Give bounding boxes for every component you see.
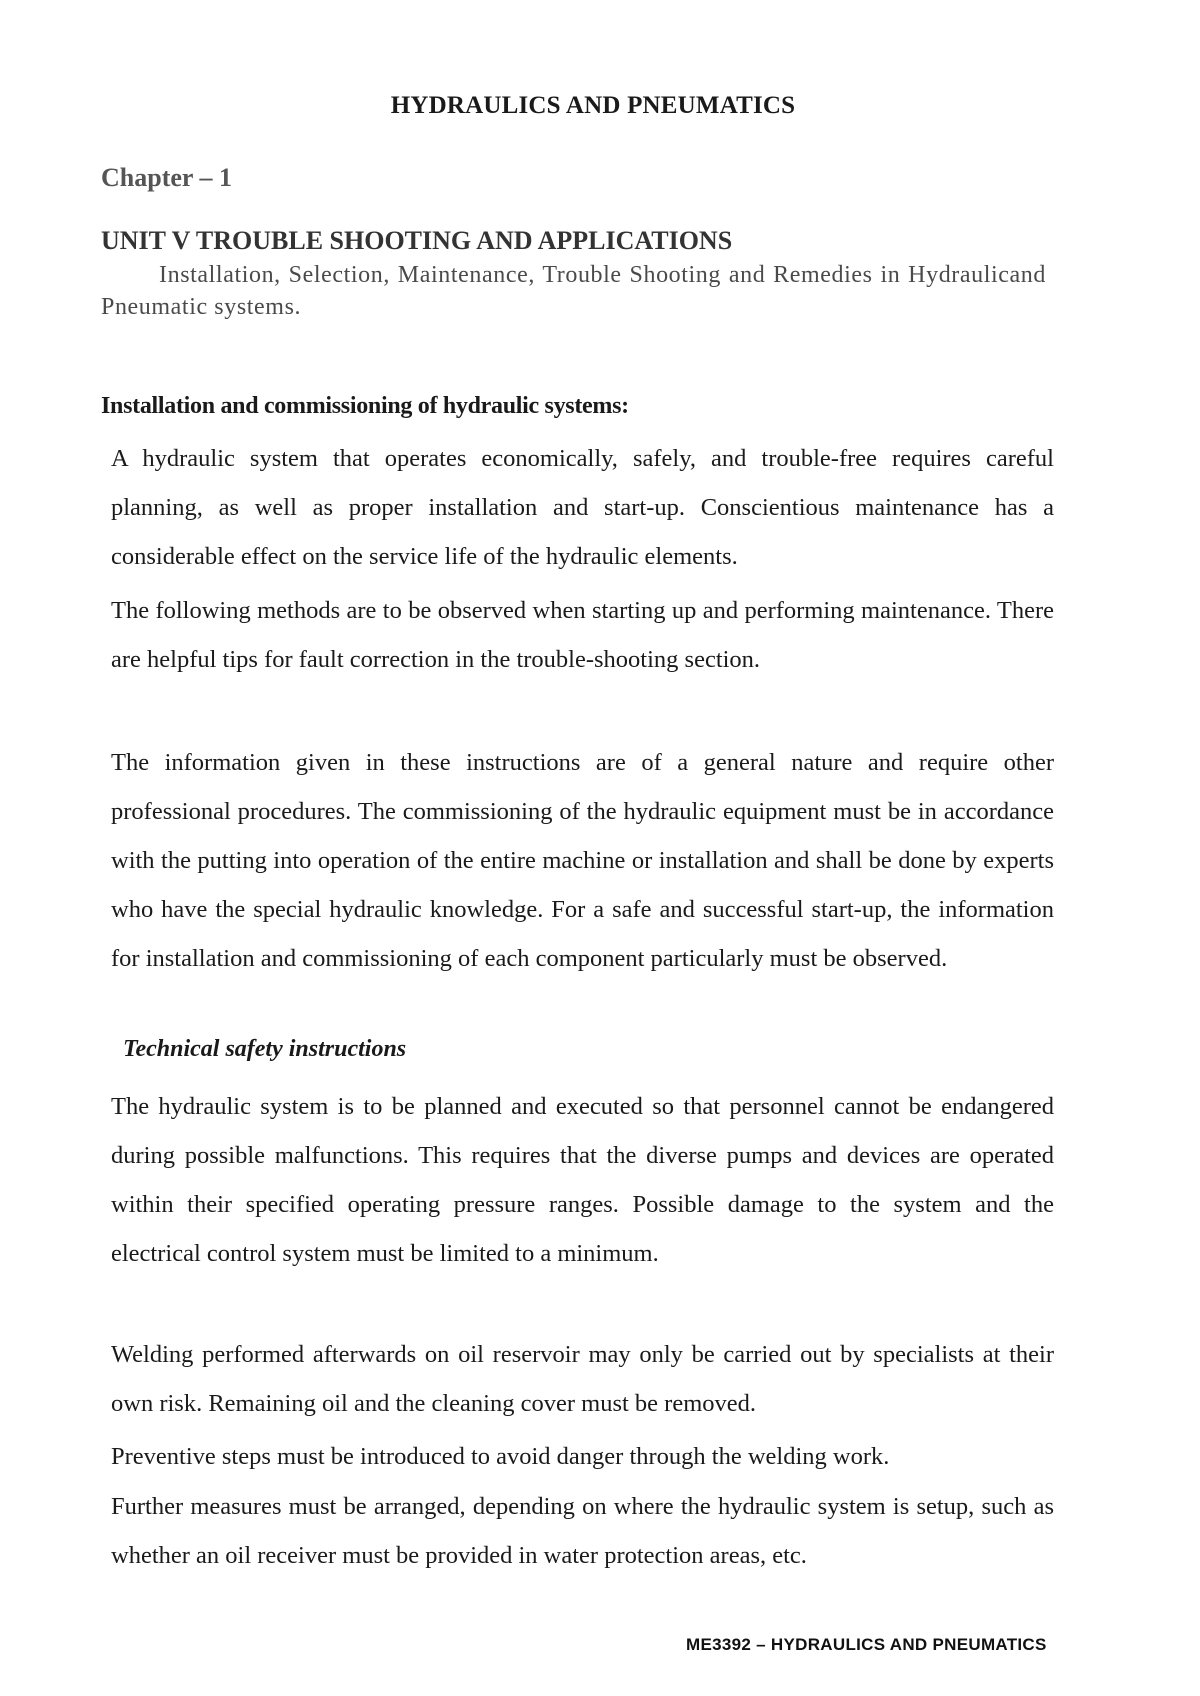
safety-paragraph: Welding performed afterwards on oil reservoir may only be carried out by specialists at their own risk. Remaining oil and the cleaning cover must be removed.	[111, 1341, 1054, 1417]
unit-heading: UNIT V TROUBLE SHOOTING AND APPLICATIONS	[101, 226, 733, 255]
safety-paragraph: Preventive steps must be introduced to avoid danger through the welding work.	[111, 1443, 890, 1470]
page-footer: ME3392 – HYDRAULICS AND PNEUMATICS	[686, 1635, 1047, 1654]
safety-paragraph: The hydraulic system is to be planned and executed so that personnel cannot be endangered during possible malfunctions. This requires that the diverse pumps and devices are operated within their specified operating pressure ranges. Possible damage to the system and the electrical control system must be limited to a minimum.	[111, 1093, 1054, 1267]
section-heading: Installation and commissioning of hydraulic systems:	[101, 393, 629, 419]
document-title: HYDRAULICS AND PNEUMATICS	[390, 92, 796, 119]
chapter-label: Chapter – 1	[101, 163, 232, 192]
body-paragraph: The information given in these instructions are of a general nature and require other professional procedures. The commissioning of the hydraulic equipment must be in accordance with the putting into operation of the entire machine or installation and shall be done by experts who have the special hydraulic knowledge. For a safe and successful start-up, the information for installation and commissioning of each component particularly must be observed.	[111, 749, 1054, 972]
safety-paragraph: Further measures must be arranged, depending on where the hydraulic system is setup, such as whether an oil receiver must be provided in water protection areas, etc.	[111, 1493, 1054, 1569]
body-paragraph: The following methods are to be observed when starting up and performing maintenance. There are helpful tips for fault correction in the trouble-shooting section.	[111, 597, 1054, 673]
body-paragraph: A hydraulic system that operates economically, safely, and trouble-free requires careful planning, as well as proper installation and start-up. Conscientious maintenance has a considerable effect on the service life of the hydraulic elements.	[111, 445, 1054, 570]
subsection-heading: Technical safety instructions	[123, 1036, 407, 1062]
unit-description: Installation, Selection, Maintenance, Trouble Shooting and Remedies in Hydraulicand Pneumatic systems.	[101, 262, 1046, 320]
